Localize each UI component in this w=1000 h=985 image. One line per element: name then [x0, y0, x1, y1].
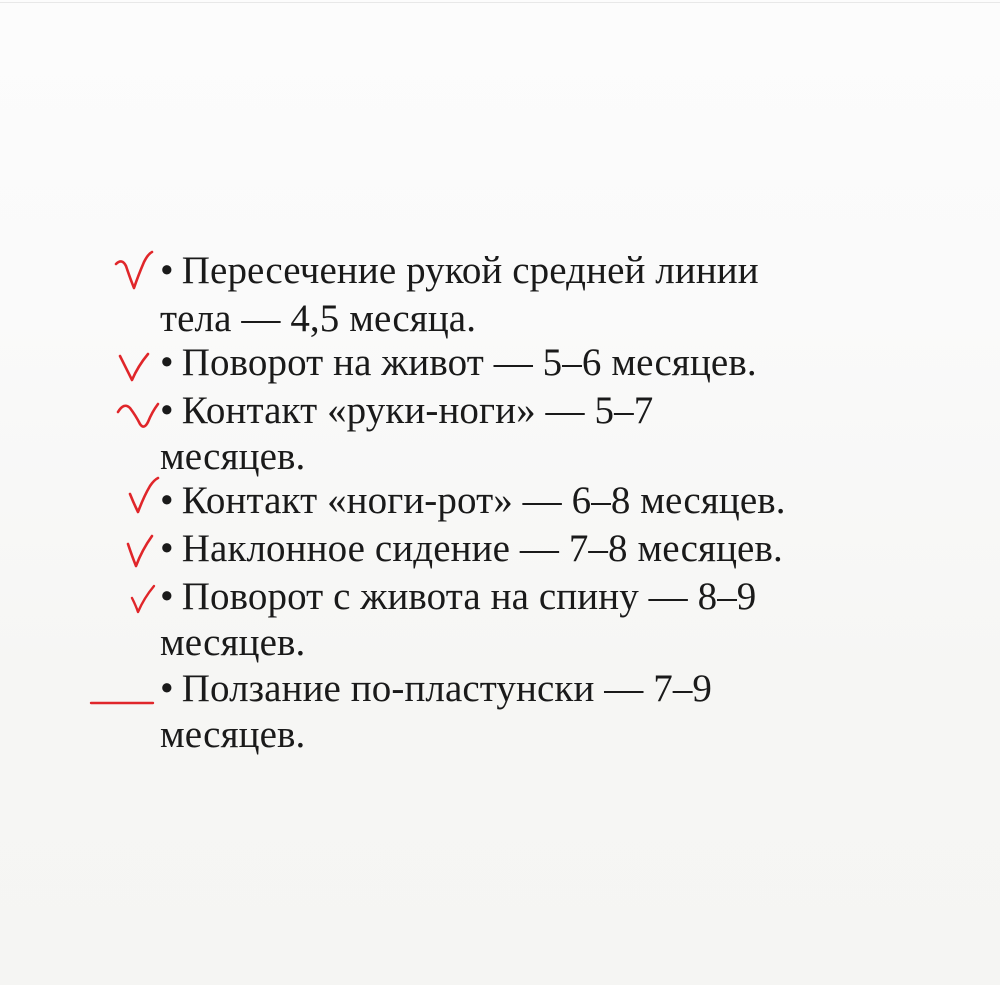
list-item-3-line-2: месяцев. — [160, 435, 306, 478]
list-item-1-line-2: тела — 4,5 месяца. — [160, 297, 477, 340]
bullet-icon: • — [160, 479, 174, 522]
red-checkmark-icon — [128, 476, 160, 516]
list-item-4: • Контакт «ноги-рот» — 6–8 месяцев. — [160, 479, 786, 522]
list-item-2: • Поворот на живот — 5–6 месяцев. — [160, 341, 757, 384]
list-item-7-line-1: • Ползание по-пластунски — 7–9 — [160, 667, 713, 710]
list-item-3-line-1: • Контакт «руки-ноги» — 5–7 — [160, 389, 654, 432]
list-item-6-line-1: • Поворот с живота на спину — 8–9 — [160, 575, 757, 618]
red-dash-mark-icon — [90, 700, 154, 706]
bullet-icon: • — [160, 527, 174, 570]
red-checkmark-icon — [114, 250, 156, 294]
bullet-icon: • — [160, 667, 174, 710]
red-checkmark-icon — [118, 350, 152, 384]
top-border — [0, 2, 1000, 3]
bullet-icon: • — [160, 575, 174, 618]
list-item-6-line-2: месяцев. — [160, 621, 306, 664]
bullet-icon: • — [160, 389, 174, 432]
bullet-icon: • — [160, 341, 174, 384]
red-wavy-checkmark-icon — [116, 400, 160, 430]
red-checkmark-icon — [126, 534, 154, 568]
red-checkmark-icon — [130, 584, 156, 614]
list-item-1-line-1: • Пересечение рукой средней линии — [160, 249, 759, 292]
bullet-icon: • — [160, 249, 174, 292]
list-item-7-line-2: месяцев. — [160, 713, 306, 756]
list-item-5: • Наклонное сидение — 7–8 месяцев. — [160, 527, 783, 570]
